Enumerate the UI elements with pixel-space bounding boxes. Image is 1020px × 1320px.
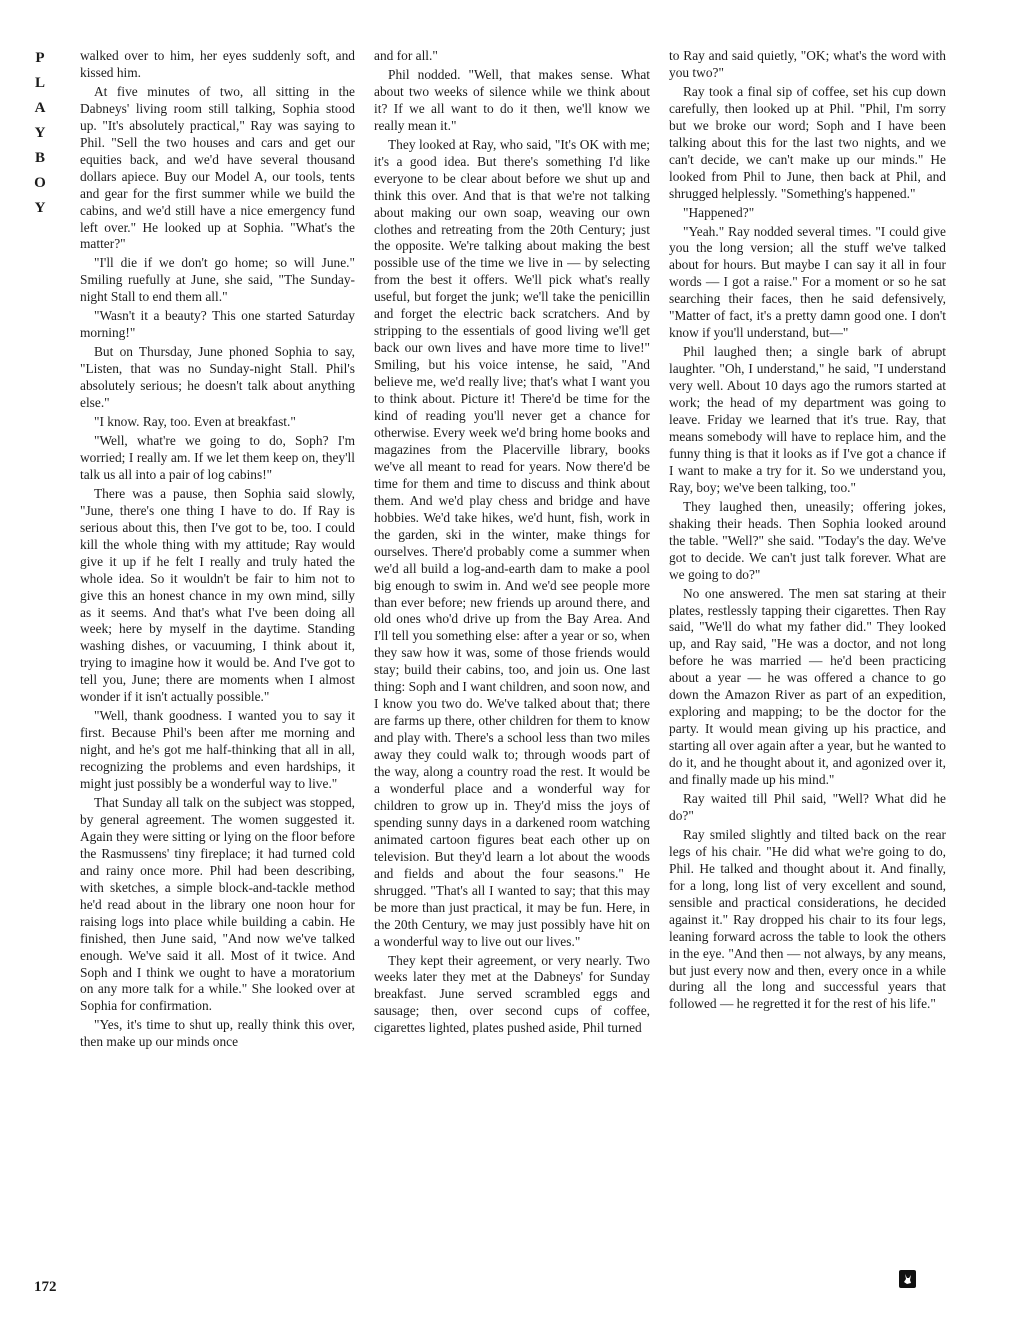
- paragraph: "Yeah." Ray nodded several times. "I could give you the long version; all the stuff we've talked about for hours. But maybe I can say it all in four words — I got a raise." For a moment or so he sat searching their faces, then he said defensively, "Matter of fact, it's a pretty damn good one. I don't know if you'll understand, but—": [669, 223, 946, 341]
- paragraph: That Sunday all talk on the subject was stopped, by general agreement. The women suggested it. Again they were sitting or lying on the floor before the Rasmussens' tiny fireplace; it had turned cold and rainy once more. Phil had been describing, with sketches, a simple block-and-tackle method he'd read about in the library one noon hour for raising logs into place while building a cabin. He finished, then June said, "And now we've talked enough. We've said it all. Most of it twice. And Soph and I think we ought to have a moratorium on any more talk for a while." She looked over at Sophia for confirmation.: [80, 794, 355, 1014]
- paragraph: Ray waited till Phil said, "Well? What did he do?": [669, 790, 946, 823]
- paragraph: They kept their agreement, or very nearly. Two weeks later they met at the Dabneys' for Sunday breakfast. June served scrambled eggs and sausage; then, over second cups of coffee, cigarettes lighted, plates pushed aside, Phil turned: [374, 952, 650, 1036]
- paragraph: "Yes, it's time to shut up, really think this over, then make up our minds once: [80, 1017, 355, 1050]
- paragraph: walked over to him, her eyes suddenly soft, and kissed him.: [80, 48, 355, 80]
- text-column-3: [669, 48, 946, 1288]
- paragraph: "Happened?": [683, 204, 755, 220]
- paragraph: "I know. Ray, too. Even at breakfast.": [94, 414, 296, 430]
- paragraph: to Ray and said quietly, "OK; what's the word with you two?": [669, 48, 946, 80]
- paragraph: Phil laughed then; a single bark of abrupt laughter. "Oh, I understand," he said, "I understand very well. About 10 days ago the rumors started at work; the head of my department was going to leave. Friday we learned that it's true. Ray, that means somebody will have to replace him, and the funny thing is that it looks as if I've got a chance if I want to make a try for it. So we understand you, Ray, boy; we've been talking, too.": [669, 344, 946, 495]
- masthead-letter: P: [35, 50, 45, 66]
- paragraph: "I'll die if we don't go home; so will June." Smiling ruefully at June, she said, "The Sunday-night Stall to end them all.": [80, 255, 355, 305]
- masthead-letter: Y: [34, 125, 46, 141]
- masthead-letter: L: [34, 75, 45, 91]
- paragraph: Ray took a final sip of coffee, set his cup down carefully, then looked up at Phil. "Phil, I'm sorry but we broke our word; Soph and I have been talking about this for the last two nights, and we can't decide, we can't make up our minds." He looked from Phil to June, then back at Phil, and shrugged helplessly. "Something's happened.": [669, 83, 946, 201]
- paragraph: But on Thursday, June phoned Sophia to say, "Listen, that was no Sunday-night Stall. Phil's absolutely serious; he doesn't talk about anything else.": [80, 344, 355, 411]
- paragraph: Phil nodded. "Well, that makes sense. What about two weeks of silence while we think about it? If we all want to do it then, we'll know we really mean it.": [374, 66, 650, 133]
- paragraph: No one answered. The men sat staring at their plates, restlessly tapping their cigarettes. Then Ray said, "We'll do what my father did." They looked up, and Ray said, "He was a doctor, and not long before he was married — he'd been practicing about a year — he was offered a chance to go down the Amazon River as part of an expedition, exploring and mapping; to be the doctor for the party. It would mean giving up his practice, and starting all over again after a year, but he wanted to do it, and he thought about it, and agonized over it, and finally made up his mind.": [669, 585, 946, 788]
- paragraph: At five minutes of two, all sitting in the Dabneys' living room still talking, Sophia stood up. "It's absolutely practical," Ray was saying to Phil. "Sell the two houses and cars and get our equities back, and we'd have several thousand dollars apiece. Buy our Model A, our tools, tents and gear for the first summer while we build the cabins, and we'd still have a nice emergency fund left over." He looked up at Sophia. "What's the matter?": [80, 83, 355, 252]
- paragraph: There was a pause, then Sophia said slowly, "June, there's one thing I have to do. If Ray is serious about this, then I've got to be, too. I could kill the whole thing with my attitude; Ray would give it up if he felt I really and truly hated the whole idea. So it wouldn't be fair to him not to give this an honest chance in my own mind, silly as it seems. And that's what I've been doing all week; here by myself in the daytime. Standing washing dishes, or vacuuming, I think about it, trying to imagine how it would be. And I've got to tell you, June; there are moments when I almost wonder if it isn't actually possible.": [80, 485, 355, 705]
- magazine-masthead-vertical: [28, 46, 52, 221]
- paragraph: They laughed then, uneasily; offering jokes, shaking their heads. Then Sophia looked around the table. "Well?" she said. "Today's the day. We've got to decide. We can't just talk forever. What are we going to do?": [669, 498, 946, 582]
- paragraph: "Well, what're we going to do, Soph? I'm worried; I really am. If we let them keep on, they'll talk us all into a pair of log cabins!": [80, 432, 355, 482]
- rabbit-head-end-icon: [899, 1270, 916, 1288]
- paragraph: and for all.": [374, 48, 438, 63]
- masthead-letter: Y: [34, 200, 46, 216]
- paragraph: Ray smiled slightly and tilted back on the rear legs of his chair. "He did what we're going to do, Phil. He talked and thought about it. And finally, for a long, long list of very excellent and sound, sensible and practical considerations, he decided against it." Ray dropped his chair to its four legs, leaning forward across the table to look the others in the eye. "And then — not always, by any means, but just every now and then, every once in a while during all the long and successful years that followed — he regretted it for the rest of his life.": [669, 826, 946, 1012]
- paragraph: They looked at Ray, who said, "It's OK with me; it's a good idea. But there's something I'd like everyone to be clear about before we shut up and think this over. And that is that we're not talking about making our own soap, weaving our own clothes and retreating from the 20th Century; just the opposite. We're talking about making the best possible use of the time we live in — by selecting from the best it offers. We'll pick what's really useful, but forget the junk; we'll take the penicillin and forget the electric back scratchers. And by stripping to the essentials of good living we'll get back our own lives and have more time to live!" Smiling, but his voice intense, he said, "And believe me, we'd really live; that's what I want you to think about. Picture it! There'd be time for the kind of reading you'll never get a chance for otherwise. Every week we'd bring home books and magazines from the Placerville library, books we've all meant to read for years. Now there'd be time for them and time to discuss and think about them. And we'd play chess and bridge and have hobbies. We'd take hikes, we'd hunt, fish, work in the garden, ski in the winter, make things for ourselves. There'd probably come a summer when we'd all build a log-and-earth dam to make a pool big enough to swim in. And we'd see people more than ever before; new friends up around there, and old ones who'd drive up from the Bay Area. And I'll tell you something else: after a year or so, when they saw how it was, some of those friends would stay; build their cabins, too, and join us. One last thing: Soph and I want children, and soon now, and I know you two do. We've talked about that; there are farms up there, other children for them to know and play with. There's a school less than two miles away they could walk to; through woods part of the way, along a country road the rest. It would be a wonderful place and a wonderful way for children to grow up in. They'd miss the joys of spending sunny days in a darkened room watching animated cartoon figures beat each other up on television. But they'd learn a lot about the woods and fields and about the four seasons." He shrugged. "That's all I wanted to say; that this may be more than just practical, it may be fun. Here, in the 20th Century, we may just possibly have hit on a wonderful way to live out our lives.": [374, 136, 650, 949]
- masthead-letter: O: [34, 175, 46, 191]
- masthead-letter: B: [34, 150, 45, 166]
- masthead-letter: A: [34, 100, 46, 116]
- page-number: 172: [34, 1279, 57, 1295]
- text-column-2: [374, 48, 650, 1288]
- paragraph: "Well, thank goodness. I wanted you to say it first. Because Phil's been after me morning and night, and he's got me half-thinking that all in all, recognizing the problems and even hardships, it might just possibly be a wonderful way to live.": [80, 708, 355, 792]
- paragraph: "Wasn't it a beauty? This one started Saturday morning!": [80, 308, 355, 341]
- text-column-1: [80, 48, 355, 1288]
